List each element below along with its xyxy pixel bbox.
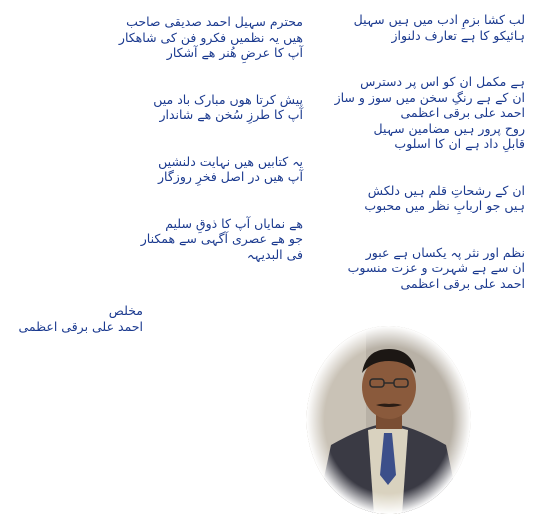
poem-line: نظم اور نثر پہ یکساں ہے عبور: [365, 244, 525, 260]
poem-line: آپ ھیں در اصل فخرِ روزگار: [158, 169, 303, 184]
closing-name: احمد علی برقی اعظمی: [18, 319, 143, 334]
stanza-1: [8, 14, 303, 61]
stanza-3: [8, 154, 303, 185]
poem-line: ان سے ہے شہرت و عزت منسوب: [347, 260, 525, 275]
poem-line: لب کشا بزمِ ادب میں ہیں سہیل: [353, 12, 525, 27]
stanza-2: [275, 74, 525, 152]
poem-line: جو ھے عصری آگہی سے ھمکنار: [140, 231, 303, 246]
stanza-2: [8, 92, 303, 123]
closing-label: مخلص: [108, 303, 143, 318]
signature-block: [18, 303, 143, 335]
poem-line: فی البدیہہ: [246, 246, 303, 262]
poem-line: ھیں یہ نظمیں فکرو فن کی شاھکار: [118, 29, 303, 45]
author-line: احمد علی برقی اعظمی: [400, 275, 525, 291]
poem-line: پیش کرتا ھوں مبارک باد میں: [153, 91, 303, 107]
poem-right: [275, 12, 525, 291]
poem-line: روح پرور ہیں مضامین سہیل: [373, 120, 525, 136]
poem-left: [8, 14, 303, 262]
stanza-3: [275, 183, 525, 214]
poem-line: قابلِ داد ہے ان کا اسلوب: [394, 136, 525, 151]
poem-line: ہائیکو کا ہے تعارف دلنواز: [391, 27, 525, 43]
poem-line: آپ کا طرزِ سُخن ھے شاندار: [159, 107, 303, 122]
poem-line: ان کے ہے رنگِ سخن میں سوز و ساز: [334, 89, 525, 105]
poem-line: ہے مکمل ان کو اس پر دسترس: [360, 74, 525, 89]
author-portrait: [306, 325, 471, 515]
poem-line: ان کے رشحاتِ قلم ہیں دلکش: [367, 182, 525, 198]
poem-line: یہ کتابیں ھیں نہایت دلنشیں: [158, 153, 303, 169]
stanza-4: [8, 216, 303, 263]
stanza-4: [275, 245, 525, 292]
portrait-photo-icon: [306, 325, 471, 515]
poem-line: ہیں جو اربابِ نظر میں محبوب: [364, 198, 525, 213]
poem-line: ھے نمایاں آپ کا ذوقِ سلیم: [165, 215, 303, 231]
author-line: احمد علی برقی اعظمی: [400, 105, 525, 120]
poem-line: آپ کا عرضِ ھُنر ھے آشکار: [166, 45, 303, 60]
poem-line: محترم سہیل احمد صدیقی صاحب: [126, 14, 303, 29]
stanza-1: [275, 12, 525, 43]
